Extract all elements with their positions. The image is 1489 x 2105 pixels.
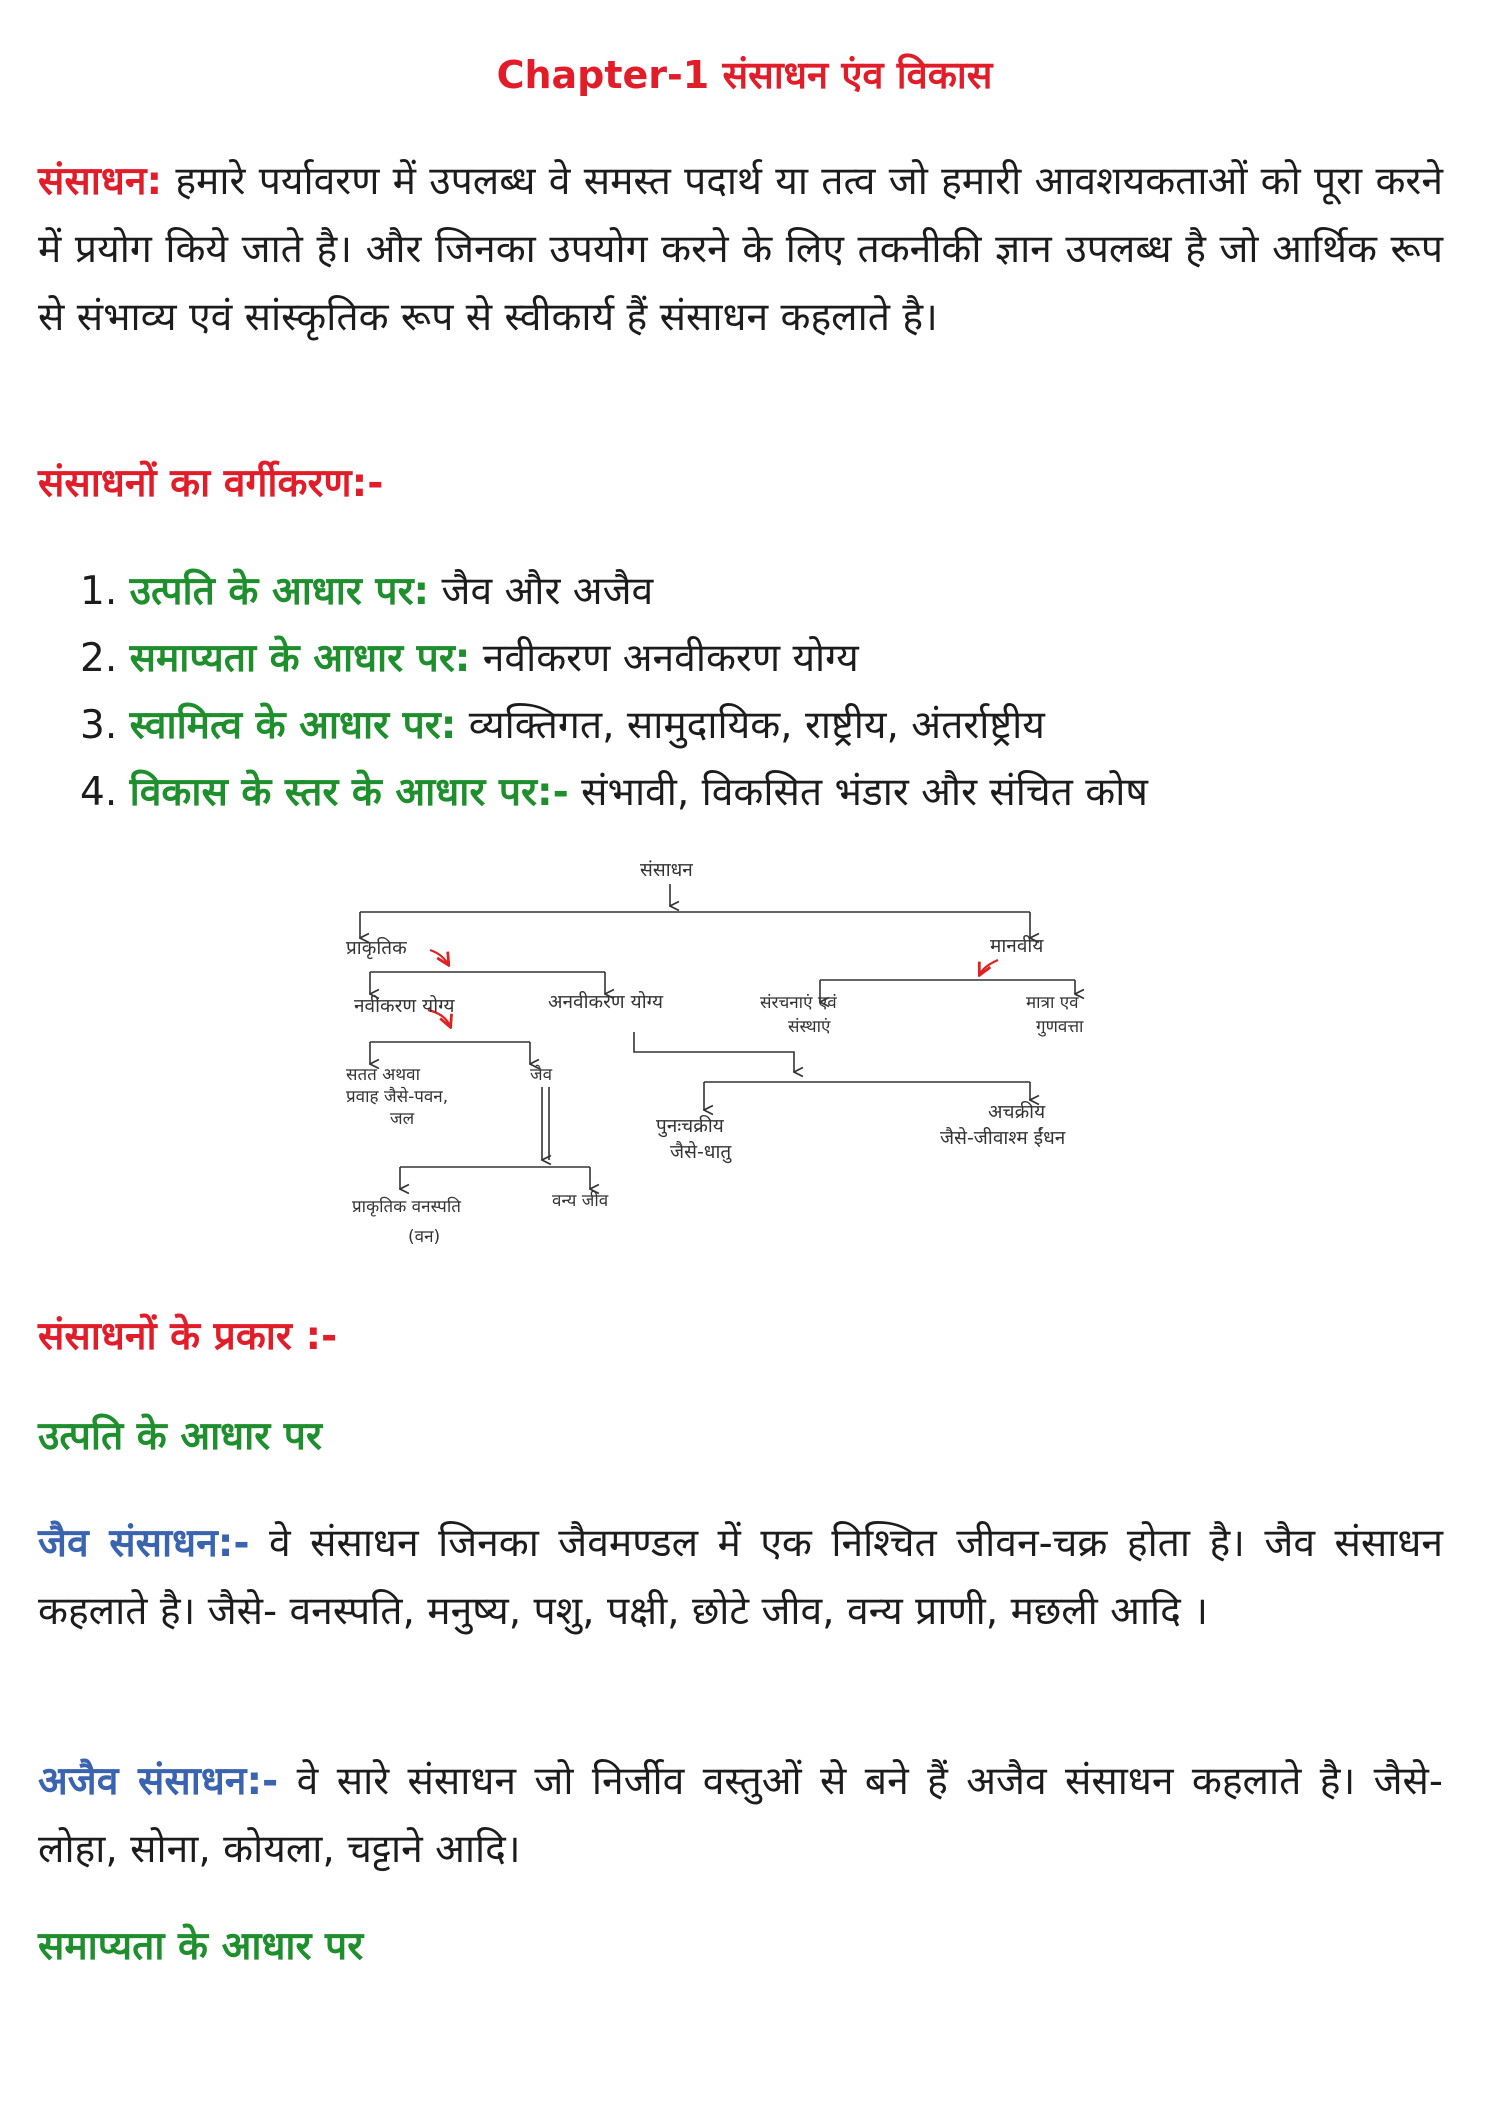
diagram-node-natural: प्राकृतिक [346, 937, 407, 959]
list-item-label: समाप्यता के आधार पर: [129, 636, 471, 681]
list-item-label: स्वामित्व के आधार पर: [129, 703, 457, 748]
definition-term: संसाधन: [38, 159, 163, 204]
list-item-text: व्यक्तिगत, सामुदायिक, राष्ट्रीय, अंतर्राष्ट्रीय [456, 703, 1045, 748]
biotic-text: वे संसाधन जिनका जैवमण्डल में एक निश्चित जीवन-चक्र होता है। जैव संसाधन कहलाते है। जैसे- वनस्पति, मनुष्य, पशु, पक्षी, छोटे जीव, वन्य प्राणी, मछली आदि । [38, 1521, 1443, 1634]
classification-heading: संसाधनों का वर्गीकरण:- [38, 461, 384, 506]
diagram-node-structures: संस्थाएं [788, 1017, 831, 1037]
diagram-node-flow: जल [390, 1109, 415, 1129]
diagram-node-root: संसाधन [640, 859, 693, 881]
diagram-node-wildlife: वन्य जीव [552, 1191, 609, 1211]
list-item [80, 692, 1148, 759]
list-item-text: जैव और अजैव [429, 569, 654, 614]
diagram-node-human: मानवीय [990, 935, 1044, 957]
abiotic-term: अजैव संसाधन:- [38, 1759, 279, 1804]
diagram-node-cyclic: जैसे-धातु [670, 1141, 732, 1163]
list-item-label: उत्पति के आधार पर: [129, 569, 430, 614]
classification-list [80, 558, 1148, 826]
diagram-node-structures: संरचनाएं एवं [760, 993, 837, 1013]
definition-text: हमारे पर्यावरण में उपलब्ध वे समस्त पदार्थ या तत्व जो हमारी आवशयकताओं को पूरा करने में प्रयोग किये जाते है। और जिनका उपयोग करने के लिए तकनीकी ज्ञान उपलब्ध है जो आर्थिक रूप से संभाव्य एवं सांस्कृतिक रूप से स्वीकार्य हैं संसाधन कहलाते है। [38, 159, 1443, 340]
biotic-term: जैव संसाधन:- [38, 1521, 250, 1566]
list-item [80, 759, 1148, 826]
types-heading: संसाधनों के प्रकार :- [38, 1314, 338, 1359]
list-item-label: विकास के स्तर के आधार पर:- [129, 770, 569, 815]
list-item [80, 558, 1148, 625]
list-item-number: 3. [80, 703, 118, 748]
list-item-text: नवीकरण अनवीकरण योग्य [470, 636, 859, 681]
origin-heading: उत्पति के आधार पर [38, 1414, 322, 1459]
diagram-node-flow: सतत अथवा [346, 1065, 420, 1085]
definition-paragraph [38, 148, 1443, 352]
diagram-node-noncyclic: जैसे-जीवाश्म ईंधन [940, 1127, 1066, 1149]
biotic-paragraph [38, 1510, 1443, 1646]
abiotic-text: वे सारे संसाधन जो निर्जीव वस्तुओं से बने हैं अजैव संसाधन कहलाते है। जैसे- लोहा, सोना, कोयला, चट्टाने आदि। [38, 1759, 1443, 1872]
diagram-node-quantity: मात्रा एवं [1026, 993, 1079, 1013]
connector-line [634, 1032, 794, 1072]
diagram-node-renewable: नवीकरण योग्य [354, 995, 455, 1017]
diagram-node-noncyclic: अचक्रीय [988, 1101, 1046, 1123]
diagram-node-cyclic: पुनःचक्रीय [656, 1115, 724, 1137]
diagram-node-vegetation: (वन) [408, 1227, 441, 1247]
exhaustibility-heading: समाप्यता के आधार पर [38, 1924, 364, 1969]
abiotic-paragraph [38, 1748, 1443, 1884]
resource-classification-diagram [340, 842, 1130, 1262]
list-item [80, 625, 1148, 692]
list-item-number: 2. [80, 636, 118, 681]
diagram-node-flow: प्रवाह जैसे-पवन, [346, 1087, 449, 1107]
diagram-node-vegetation: प्राकृतिक वनस्पति [352, 1197, 461, 1217]
diagram-node-nonrenewable: अनवीकरण योग्य [548, 991, 663, 1013]
list-item-number: 1. [80, 569, 118, 614]
list-item-number: 4. [80, 770, 118, 815]
red-arrow-human [980, 960, 998, 974]
page-title: Chapter-1 संसाधन एंव विकास [496, 53, 993, 97]
diagram-node-quantity: गुणवत्ता [1036, 1017, 1084, 1037]
diagram-node-bio: जैव [530, 1065, 553, 1085]
list-item-text: संभावी, विकसित भंडार और संचित कोष [568, 770, 1148, 815]
red-arrow-natural [430, 950, 448, 964]
